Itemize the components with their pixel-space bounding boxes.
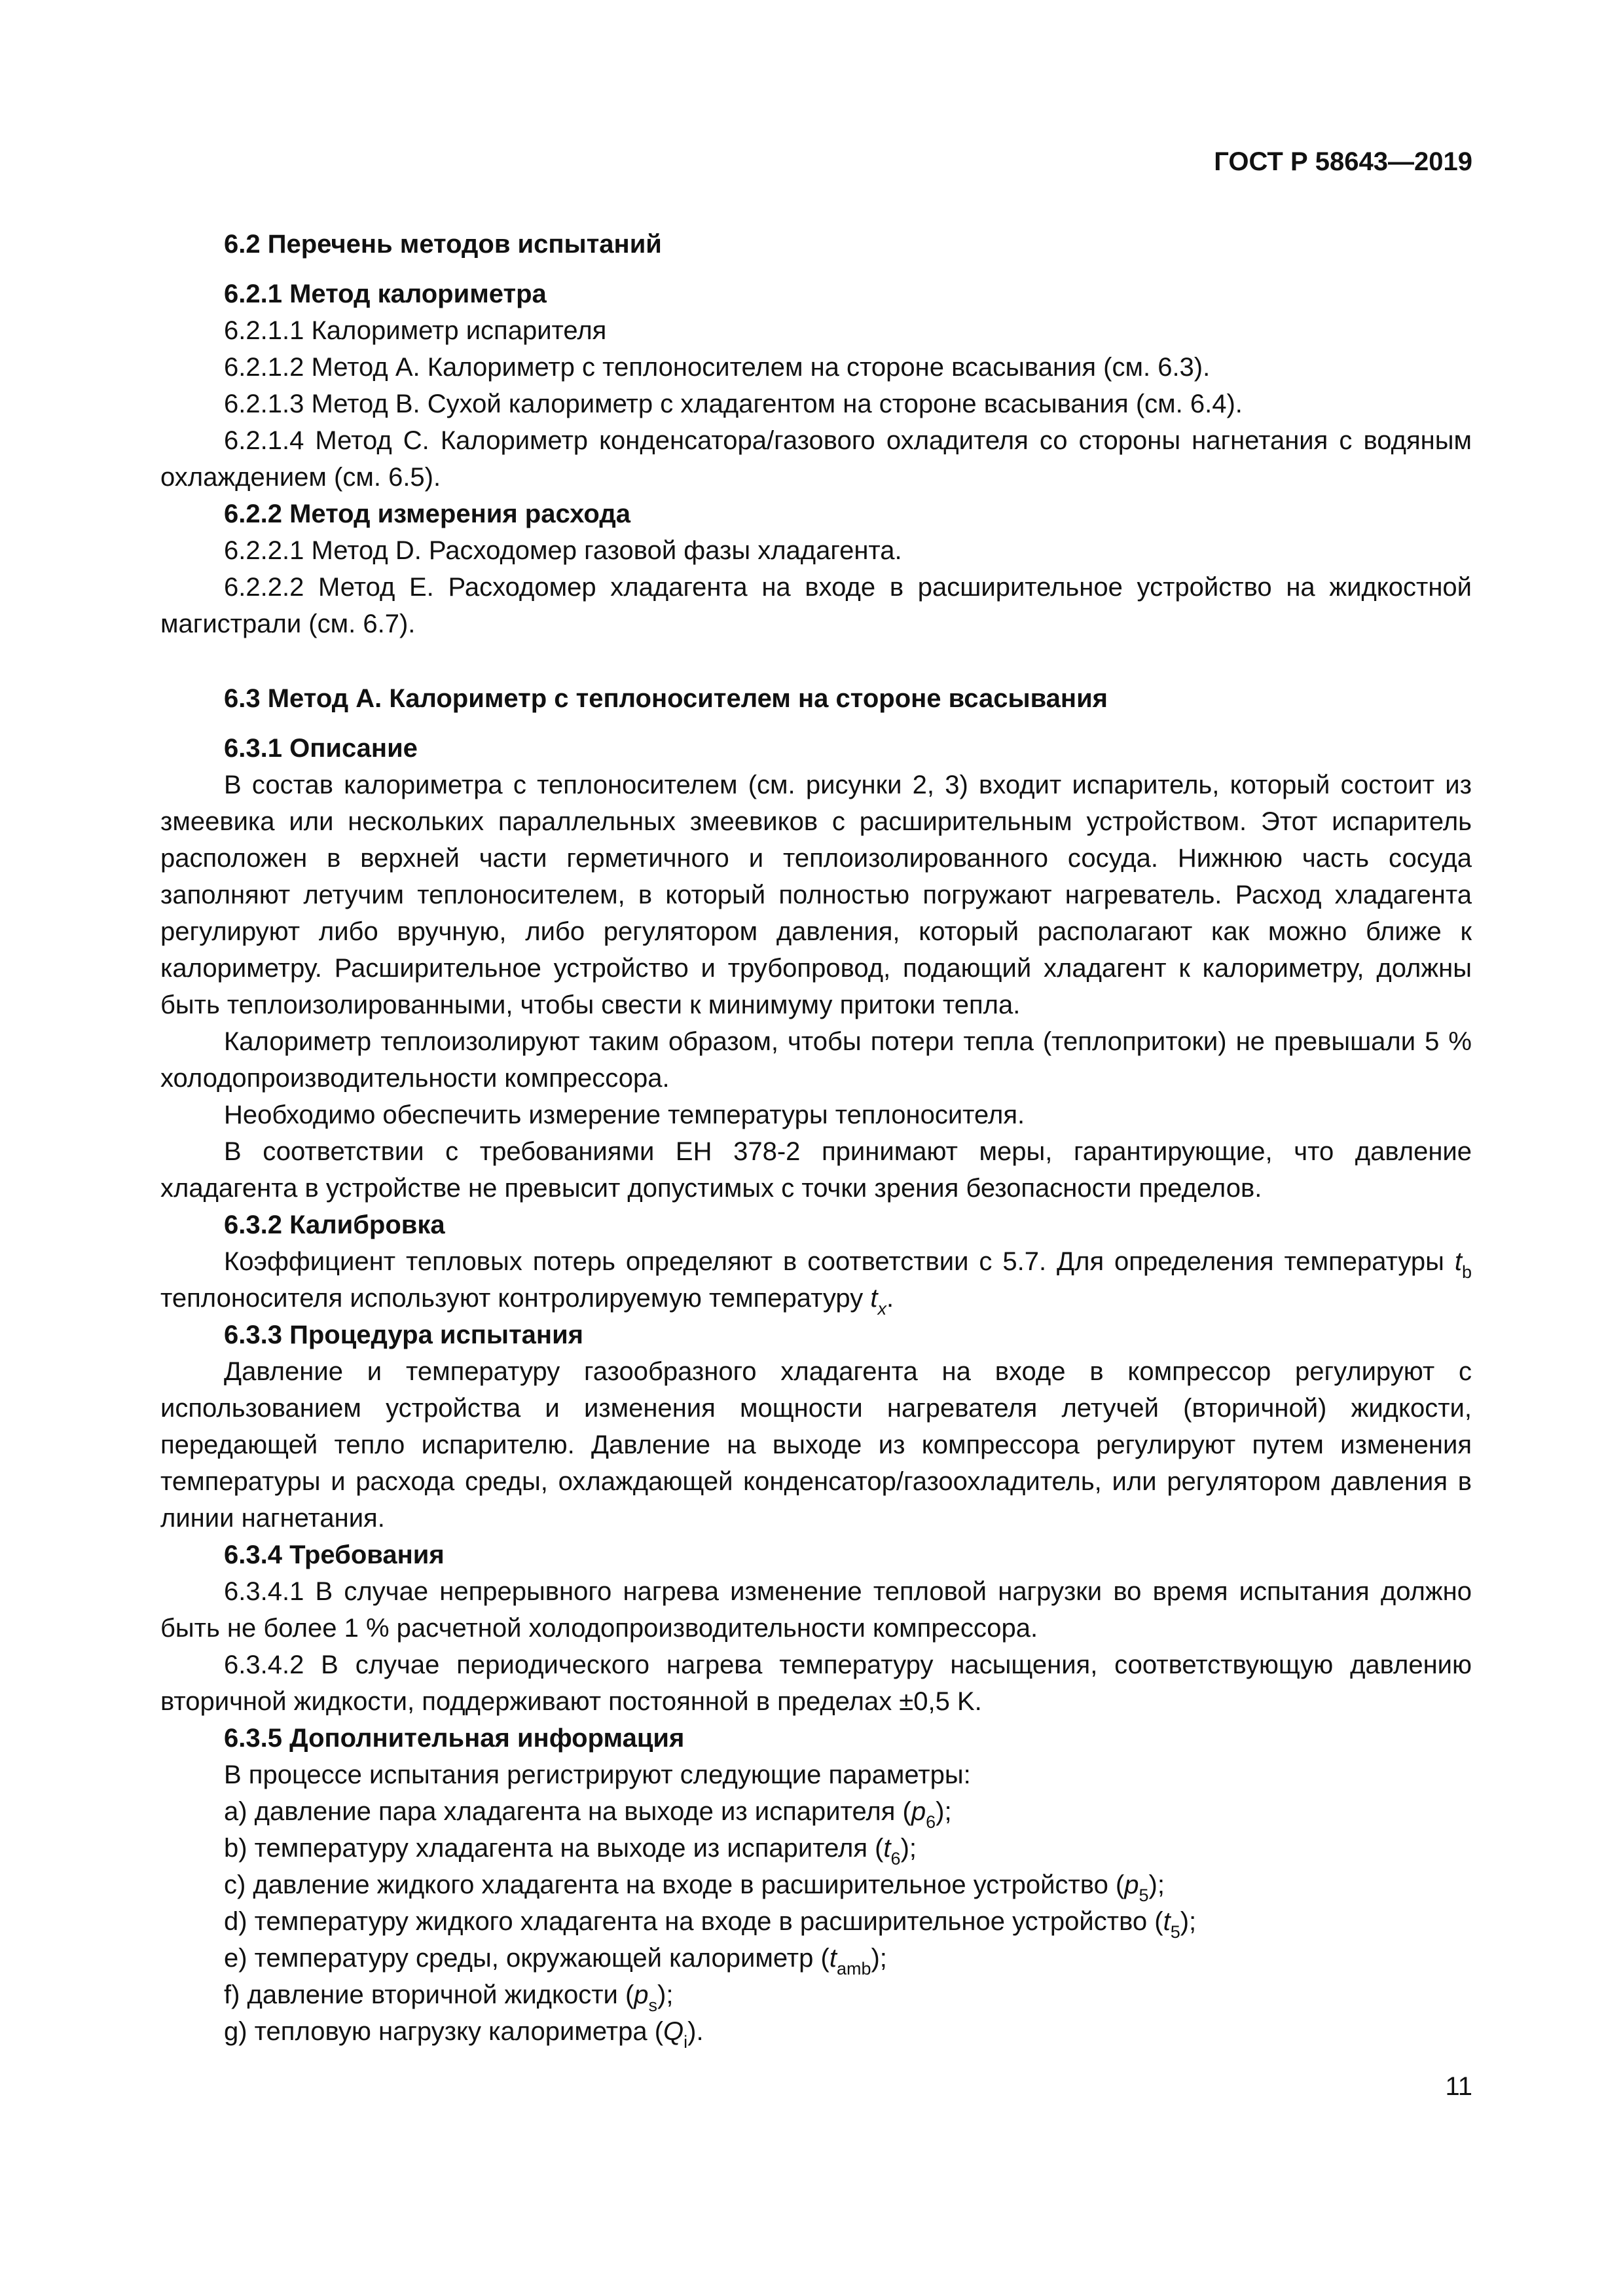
section-6-3-4-title: 6.3.4 Требования bbox=[224, 1540, 445, 1569]
paragraph-6-2-1-3: 6.2.1.3 Метод В. Сухой калориметр с хладагентом на стороне всасывания (см. 6.4). bbox=[224, 390, 1243, 418]
paragraph-6-3-1-safety: В соответствии с требованиями ЕН 378-2 принимают меры, гарантирующие, что давление хладагента в устройстве не превысит допустимых с точки зрения безопасности пределов. bbox=[160, 1137, 1472, 1203]
calibration-text-3: . bbox=[886, 1284, 894, 1313]
section-6-2-2-title: 6.2.2 Метод измерения расхода bbox=[224, 500, 630, 528]
paragraph-6-2-1-4: 6.2.1.4 Метод С. Калориметр конденсатора/газового охладителя со стороны нагнетания с водяным охлаждением (см. 6.5). bbox=[160, 426, 1472, 492]
list-item-subscript: 5 bbox=[1139, 1886, 1149, 1905]
section-6-3-title: 6.3 Метод А. Калориметр с теплоносителем на стороне всасывания bbox=[224, 684, 1108, 713]
list-item-subscript: 6 bbox=[890, 1849, 901, 1868]
subscript-x: x bbox=[877, 1299, 886, 1319]
section-6-3-3-title: 6.3.3 Процедура испытания bbox=[224, 1321, 584, 1349]
list-item-symbol: p bbox=[634, 1980, 649, 2009]
list-item bbox=[160, 1793, 1472, 1830]
list-item-symbol: p bbox=[1124, 1870, 1139, 1899]
list-item-end: ). bbox=[687, 2017, 704, 2046]
list-item-subscript: i bbox=[684, 2032, 688, 2052]
list-item-symbol: t bbox=[1163, 1907, 1171, 1936]
list-item bbox=[160, 1977, 1472, 2013]
paragraph-6-2-2-1: 6.2.2.1 Метод D. Расходомер газовой фазы хладагента. bbox=[224, 536, 902, 565]
subscript-b: b bbox=[1461, 1262, 1472, 1282]
page-content bbox=[160, 226, 1472, 2050]
list-item-text: e) температуру среды, окружающей калориметр ( bbox=[224, 1944, 830, 1973]
list-item bbox=[160, 1903, 1472, 1940]
list-item-subscript: 6 bbox=[926, 1812, 936, 1832]
list-item-symbol: t bbox=[883, 1834, 891, 1863]
paragraph-6-2-2-2: 6.2.2.2 Метод Е. Расходомер хладагента на входе в расширительное устройство на жидкостной магистрали (см. 6.7). bbox=[160, 573, 1472, 638]
list-item bbox=[160, 1830, 1472, 1867]
section-6-3-1-title: 6.3.1 Описание bbox=[224, 734, 418, 763]
list-item-end: ); bbox=[1148, 1870, 1165, 1899]
section-6-3-2-title: 6.3.2 Калибровка bbox=[224, 1211, 445, 1239]
list-item-text: f) давление вторичной жидкости ( bbox=[224, 1980, 634, 2009]
list-item-text: b) температуру хладагента на выходе из испарителя ( bbox=[224, 1834, 884, 1863]
list-item-subscript: s bbox=[648, 1995, 658, 2015]
paragraph-6-3-2-calibration bbox=[160, 1243, 1472, 1317]
section-6-2-1-title: 6.2.1 Метод калориметра bbox=[224, 280, 547, 308]
list-item-text: g) тепловую нагрузку калориметра ( bbox=[224, 2017, 664, 2046]
list-item bbox=[160, 2013, 1472, 2050]
list-item bbox=[160, 1940, 1472, 1977]
list-item-end: ); bbox=[1180, 1907, 1197, 1936]
list-item-symbol: t bbox=[829, 1944, 837, 1973]
list-item-text: d) температуру жидкого хладагента на входе в расширительное устройство ( bbox=[224, 1907, 1163, 1936]
paragraph-6-3-3-procedure: Давление и температуру газообразного хладагента на входе в компрессор регулируют с использованием устройства и изменения мощности нагревателя летучей (вторичной) жидкости, передающей тепло испарителю. Давление на выходе из компрессора регулируют путем изменения температуры и расхода среды, охлаждающей конденсатор/газоохладитель, или регулятором давления в линии нагнетания. bbox=[160, 1357, 1472, 1533]
list-item-symbol: Q bbox=[663, 2017, 684, 2046]
list-item-symbol: p bbox=[911, 1797, 926, 1826]
paragraph-6-3-5-intro: В процессе испытания регистрируют следующие параметры: bbox=[224, 1760, 971, 1789]
list-item-text: c) давление жидкого хладагента на входе в расширительное устройство ( bbox=[224, 1870, 1125, 1899]
list-item-subscript: 5 bbox=[1170, 1922, 1180, 1942]
section-6-3-5-title: 6.3.5 Дополнительная информация bbox=[224, 1724, 685, 1753]
paragraph-6-3-1-description: В состав калориметра с теплоносителем (см. рисунки 2, 3) входит испаритель, который состоит из змеевика или нескольких параллельных змеевиков с расширительным устройством. Этот испаритель расположен в верхней части герметичного и теплоизолированного сосуда. Нижнюю часть сосуда заполняют летучим теплоносителем, в который полностью погружают нагреватель. Расход хладагента регулируют либо вручную, либо регулятором давления, который располагают как можно ближе к калориметру. Расширительное устройство и трубопровод, подающий хладагент к калориметру, должны быть теплоизолированными, чтобы свести к минимуму притоки тепла. bbox=[160, 771, 1472, 1019]
symbol-t: t bbox=[870, 1284, 878, 1313]
paragraph-6-3-4-2: 6.3.4.2 В случае периодического нагрева температуру насыщения, соответствующую давлению вторичной жидкости, поддерживают постоянной в пределах ±0,5 K. bbox=[160, 1650, 1472, 1716]
section-6-2-title: 6.2 Перечень методов испытаний bbox=[224, 230, 662, 259]
document-id: ГОСТ Р 58643—2019 bbox=[1214, 147, 1472, 176]
paragraph-6-2-1-1: 6.2.1.1 Калориметр испарителя bbox=[224, 316, 607, 345]
symbol-t: t bbox=[1454, 1247, 1462, 1276]
list-item-end: ); bbox=[900, 1834, 917, 1863]
page-number: 11 bbox=[1445, 2072, 1472, 2101]
paragraph-6-3-1-measurement: Необходимо обеспечить измерение температуры теплоносителя. bbox=[224, 1101, 1025, 1129]
list-item-end: ); bbox=[871, 1944, 887, 1973]
paragraph-6-2-1-2: 6.2.1.2 Метод А. Калориметр с теплоносителем на стороне всасывания (см. 6.3). bbox=[224, 353, 1211, 382]
list-item bbox=[160, 1867, 1472, 1903]
calibration-text-1: Коэффициент тепловых потерь определяют в соответствии с 5.7. Для определения температуры bbox=[224, 1247, 1455, 1276]
calibration-text-2: теплоносителя используют контролируемую температуру bbox=[160, 1284, 871, 1313]
paragraph-6-3-1-heat-loss: Калориметр теплоизолируют таким образом, чтобы потери тепла (теплопритоки) не превышали 5 % холодопроизводительности компрессора. bbox=[160, 1027, 1472, 1093]
list-item-subscript: amb bbox=[836, 1959, 871, 1978]
list-item-end: ); bbox=[936, 1797, 952, 1826]
list-item-end: ); bbox=[657, 1980, 674, 2009]
list-item-text: a) давление пара хладагента на выходе из испарителя ( bbox=[224, 1797, 911, 1826]
paragraph-6-3-4-1: 6.3.4.1 В случае непрерывного нагрева изменение тепловой нагрузки во время испытания должно быть не более 1 % расчетной холодопроизводительности компрессора. bbox=[160, 1577, 1472, 1643]
